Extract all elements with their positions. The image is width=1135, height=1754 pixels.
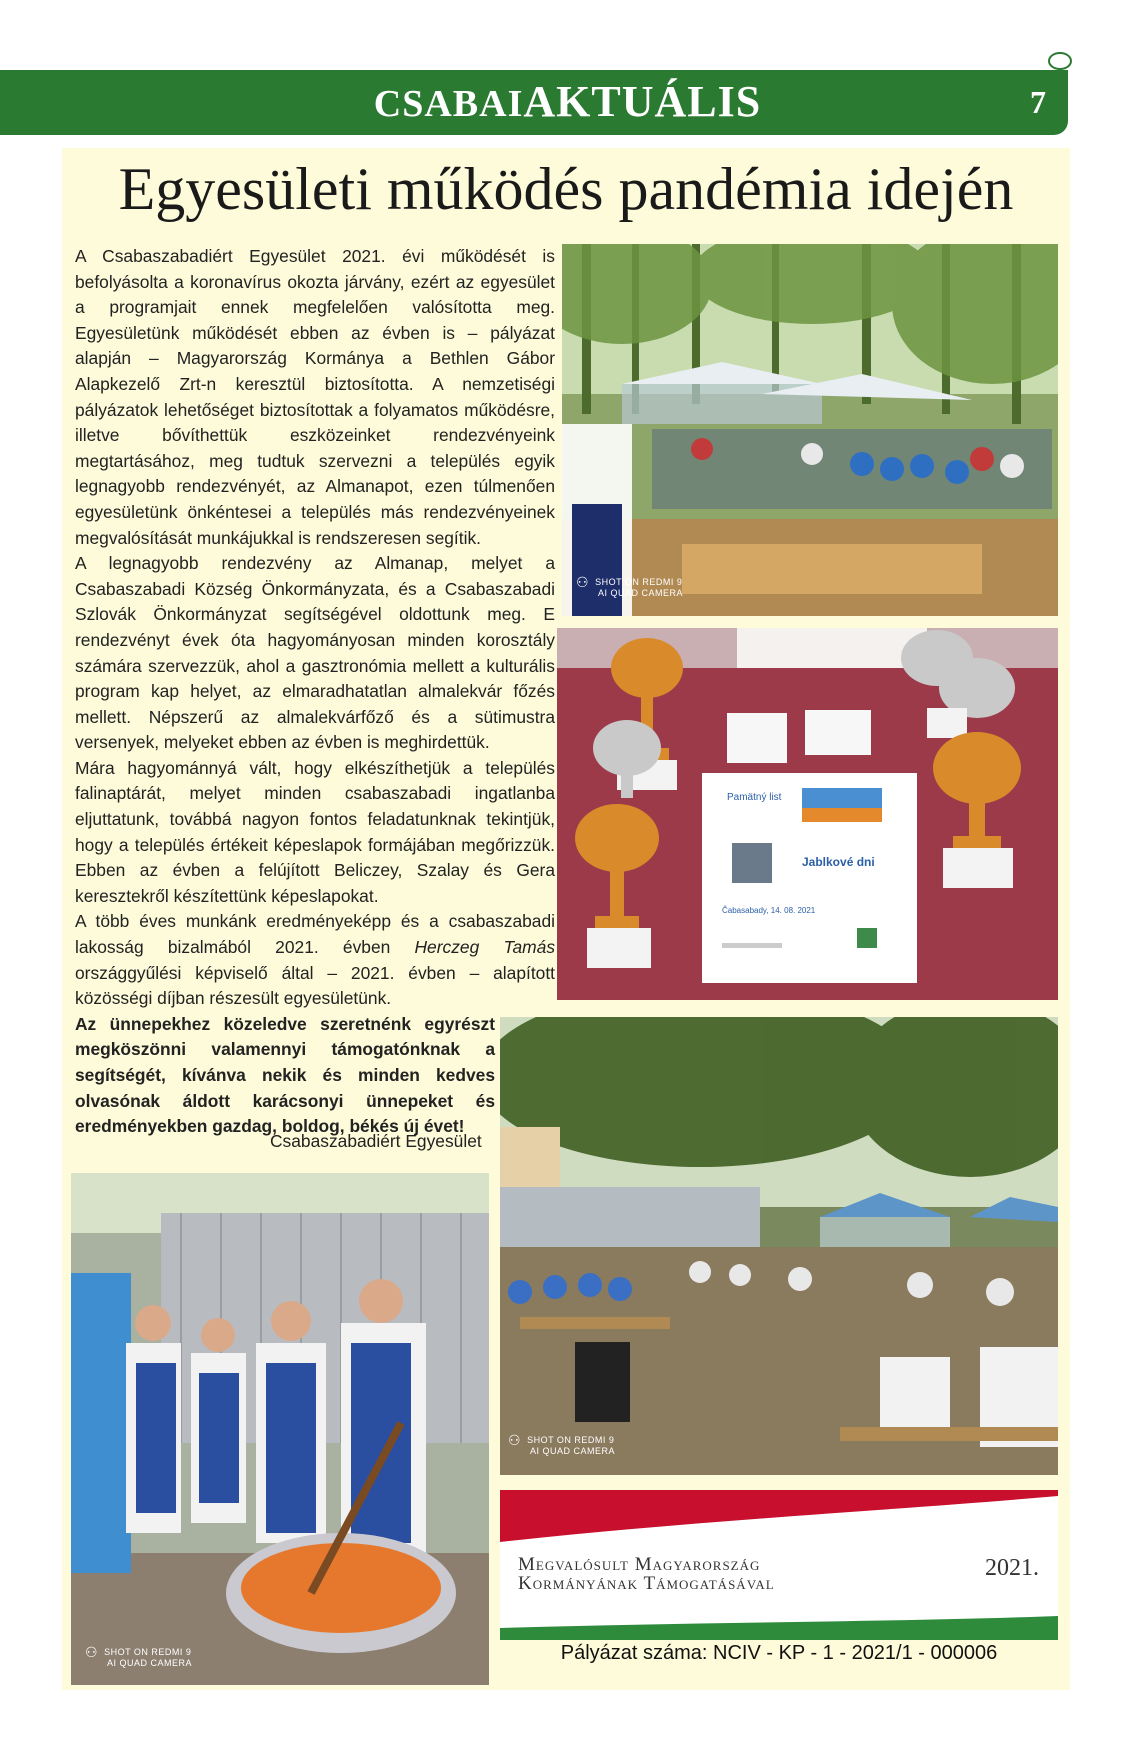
grant-number: Pályázat száma: NCIV - KP - 1 - 2021/1 - 000006: [560, 1642, 998, 1664]
paragraph-1: A Csabaszabadiért Egyesület 2021. évi működését is befolyásolta a koronavírus okozta járvány, ezért az egyesület a programjait ennek megfelelően valósította meg. Egyesületünk működését ebben az évben is – pályázat alapján – Magyarország Kormánya a Bethlen Gábor Alapkezelő Zrt-n keresztül biztosította. A nemzetiségi pályázatok lehetőséget biztosítottak a folyamatos működésre, illetve bővíthettük eszközeinket rendezvényeink megtartásához, meg tudtuk szervezni a település egyik legnagyobb rendezvényét, az Almanapot, ezen túlmenően egyesületünk önkéntesei a település más rendezvényeinek megvalósítását munkájukkal is rendszeresen segítik.: [75, 246, 555, 548]
article-body: [75, 244, 555, 1140]
article-title: Egyesületi működés pandémia idején: [118, 156, 1014, 222]
photo-crowd: [500, 1017, 1058, 1475]
support-line1: Megvalósult Magyarország: [518, 1554, 761, 1575]
camera-watermark: [85, 1644, 193, 1669]
poster-title: Pamätný list: [727, 792, 782, 803]
support-line2: Kormányának Támogatásával: [518, 1573, 775, 1594]
support-year: 2021.: [985, 1555, 1039, 1581]
holiday-greeting: Az ünnepekhez közeledve szeretnénk egyrészt megköszönni valamennyi támogatónknak a segítségét, kívánva nekik és minden kedves olvasónak áldott karácsonyi ünnepeket és eredményekben gazdag, boldog, békés új évet!: [75, 1013, 495, 1137]
photo-outdoor-event: [562, 244, 1058, 616]
watermark-line1: SHOT ON REDMI 9: [104, 1647, 192, 1657]
camera-logo-icon: ⚇: [85, 1644, 99, 1661]
poster-date: Čabasabady, 14. 08. 2021: [722, 906, 816, 915]
watermark-line1: SHOT ON REDMI 9: [595, 577, 683, 587]
paragraph-4: [75, 909, 555, 1011]
poster-event: Jablkové dni: [802, 855, 875, 869]
signature: Csabaszabadiért Egyesület: [270, 1131, 482, 1151]
watermark-line2: AI QUAD CAMERA: [107, 1658, 193, 1669]
paragraph-4-after: országgyűlési képviselő által – 2021. évben – alapított közösségi díjban részesült egyesületünk.: [75, 962, 555, 1009]
camera-watermark: [576, 574, 684, 599]
paragraph-2: A legnagyobb rendezvény az Almanap, melyet a Csabaszabadi Község Önkormányzata, és a Csabaszabadi Szlovák Önkormányzat segítségével oldottunk meg. E rendezvényt évek óta hagyományosan minden korosztály számára szervezzük, ahol a gasztronómia mellett a kulturális program kap helyet, az elmaradhatatlan almalekvár főzés mellett. Népszerű az almalekvárfőző és a sütimustra versenyek, melyeket ebben az évben is meghirdettük.: [75, 553, 555, 753]
swirl-logo-icon: [1048, 52, 1072, 70]
camera-logo-icon: ⚇: [508, 1432, 522, 1449]
camera-logo-icon: ⚇: [576, 574, 590, 591]
photo-cooking: [71, 1173, 489, 1685]
support-text: [518, 1555, 775, 1593]
paragraph-4-before: A több éves munkánk eredményeképp és a csabaszabadi lakosság bizalmából 2021. évben: [75, 911, 555, 958]
mp-name: Herczeg Tamás: [414, 937, 556, 958]
photo-trophies: [557, 628, 1058, 1000]
masthead: [0, 76, 1135, 127]
page-number: 7: [1030, 84, 1046, 120]
masthead-part1: CSABAI: [373, 83, 524, 125]
watermark-line1: SHOT ON REDMI 9: [527, 1435, 615, 1445]
masthead-part2: AKTUÁLIS: [523, 77, 762, 126]
camera-watermark: [508, 1432, 616, 1457]
watermark-line2: AI QUAD CAMERA: [598, 588, 684, 599]
watermark-line2: AI QUAD CAMERA: [530, 1446, 616, 1457]
paragraph-3: Mára hagyománnyá vált, hogy elkészíthetjük a település falinaptárát, melyet minden csabaszabadi ingatlanba eljuttatunk, továbbá nagyon fontos feladatunknak tekintjük, hogy a település értékeit képeslapok formájában megőrizzük. Ebben az évben a felújított Beliczey, Szalay és Gera keresztekről készítettünk képeslapokat.: [75, 757, 555, 906]
